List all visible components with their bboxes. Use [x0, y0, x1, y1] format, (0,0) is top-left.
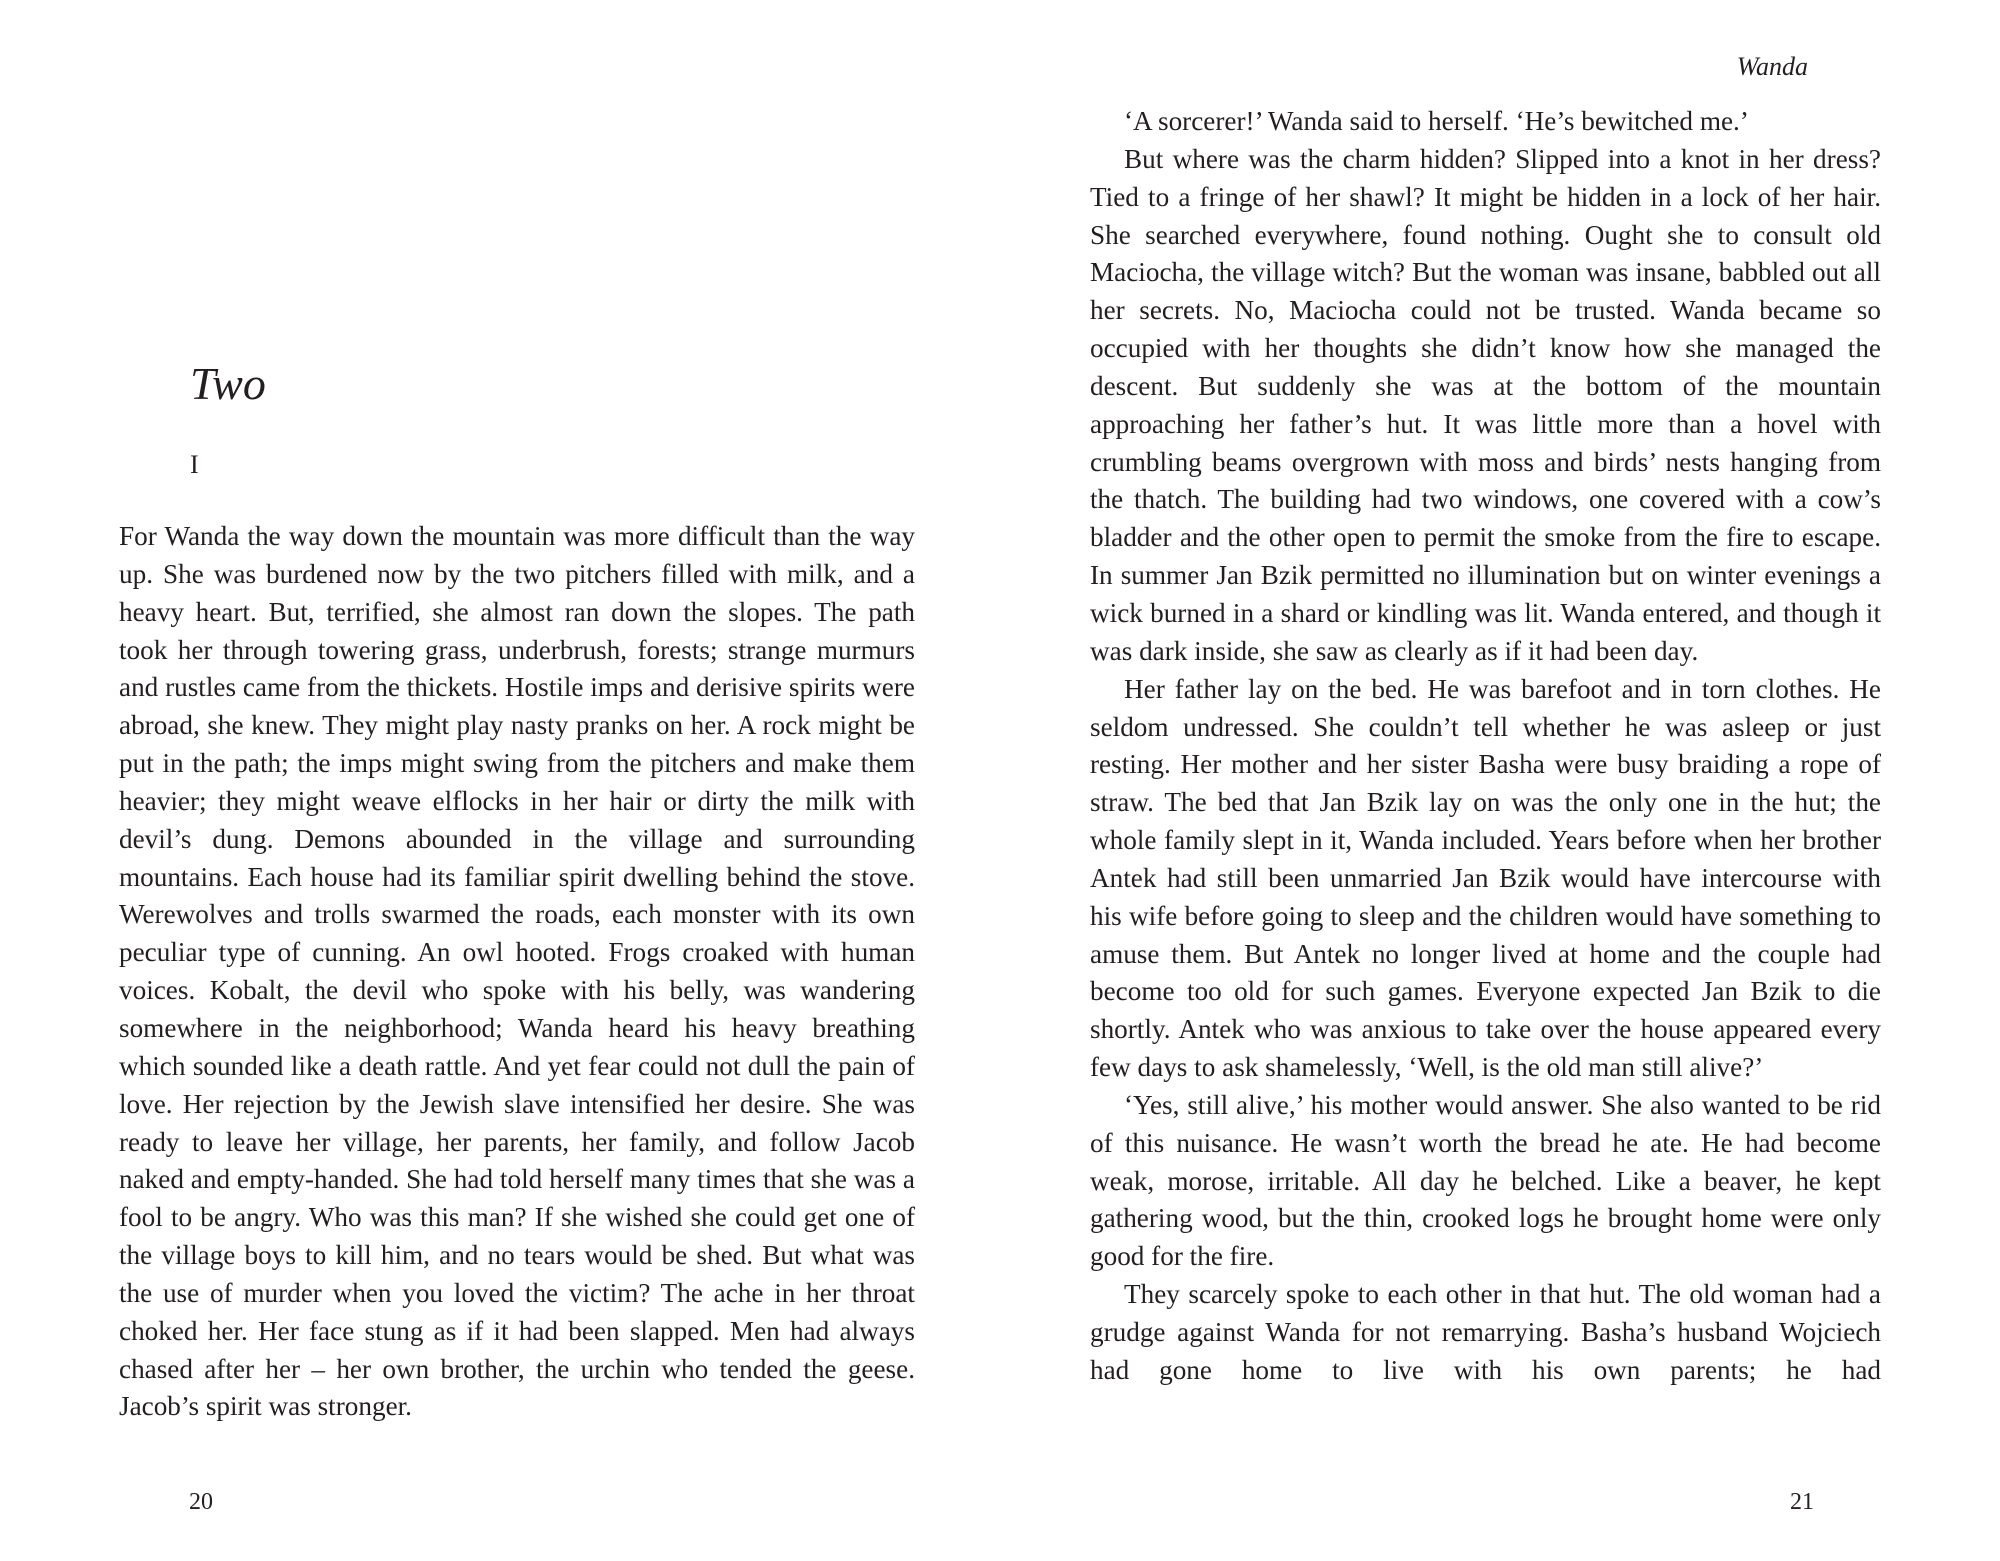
- paragraph: They scarcely spoke to each other in that hut. The old woman had a grudge against Wanda for not remarrying. Basha’s husband Wojciech had gone home to live with his own parents; he had: [1090, 1279, 1881, 1385]
- paragraph: ‘A sorcerer!’ Wanda said to herself. ‘He’s bewitched me.’: [1124, 106, 1749, 136]
- paragraph: ‘Yes, still alive,’ his mother would answer. She also wanted to be rid of this nuisance. He wasn’t worth the bread he ate. He had become weak, morose, irritable. All day he belched. Like a beaver, he kept gathering wood, but the thin, crooked logs he brought home were only good for the fire.: [1090, 1089, 1881, 1272]
- right-body-text: [1090, 103, 1881, 1390]
- paragraph: For Wanda the way down the mountain was more difficult than the way up. She was burdened now by the two pitchers filled with milk, and a heavy heart. But, terrified, she almost ran down the slopes. The path took her through towering grass, underbrush, forests; strange murmurs and rustles came from the thickets. Hostile imps and derisive spirits were abroad, she knew. They might play nasty pranks on her. A rock might be put in the path; the imps might swing from the pitchers and make them heavier; they might weave elflocks in her hair or dirty the milk with devil’s dung. Demons abounded in the village and surrounding mountains. Each house had its familiar spirit dwelling behind the stove. Werewolves and trolls swarmed the roads, each monster with its own peculiar type of cunning. An owl hooted. Frogs croaked with human voices. Kobalt, the devil who spoke with his belly, was wandering somewhere in the neighborhood; Wanda heard his heavy breathing which sounded like a death rattle. And yet fear could not dull the pain of love. Her rejection by the Jewish slave intensified her desire. She was ready to leave her village, her parents, her family, and follow Jacob naked and empty-handed. She had told herself many times that she was a fool to be angry. Who was this man? If she wished she could get one of the village boys to kill him, and no tears would be shed. But what was the use of murder when you loved the victim? The ache in her throat choked her. Her face stung as if it had been slapped. Men had always chased after her – her own brother, the urchin who tended the geese. Jacob’s spirit was stronger.: [119, 521, 915, 1422]
- page-number-left: 20: [189, 1489, 213, 1515]
- right-page: [1000, 0, 2000, 1561]
- paragraph: But where was the charm hidden? Slipped into a knot in her dress? Tied to a fringe of her shawl? It might be hidden in a lock of her hair. She searched everywhere, found nothing. Ought she to consult old Maciocha, the village witch? But the woman was insane, babbled out all her secrets. No, Maciocha could not be trusted. Wanda became so occupied with her thoughts she didn’t know how she managed the descent. But suddenly she was at the bottom of the mountain approaching her father’s hut. It was little more than a hovel with crumbling beams overgrown with moss and birds’ nests hanging from the thatch. The building had two windows, one covered with a cow’s bladder and the other open to permit the smoke from the fire to escape. In summer Jan Bzik permitted no illumination but on winter evenings a wick burned in a shard or kindling was lit. Wanda entered, and though it was dark inside, she saw as clearly as if it had been day.: [1090, 143, 1881, 666]
- section-number: I: [190, 450, 199, 479]
- page-number-right: 21: [1790, 1489, 1814, 1515]
- paragraph: Her father lay on the bed. He was barefoot and in torn clothes. He seldom undressed. She couldn’t tell whether he was asleep or just resting. Her mother and her sister Basha were busy braiding a rope of straw. The bed that Jan Bzik lay on was the only one in the hut; the whole family slept in it, Wanda included. Years before when her brother Antek had still been unmarried Jan Bzik would have intercourse with his wife before going to sleep and the children would have something to amuse them. But Antek no longer lived at home and the couple had become too old for such games. Everyone expected Jan Bzik to die shortly. Antek who was anxious to take over the house appeared every few days to ask shamelessly, ‘Well, is the old man still alive?’: [1090, 673, 1881, 1083]
- running-head: Wanda: [1736, 52, 1808, 81]
- left-body-text: [119, 518, 915, 1426]
- chapter-title: Two: [190, 358, 266, 410]
